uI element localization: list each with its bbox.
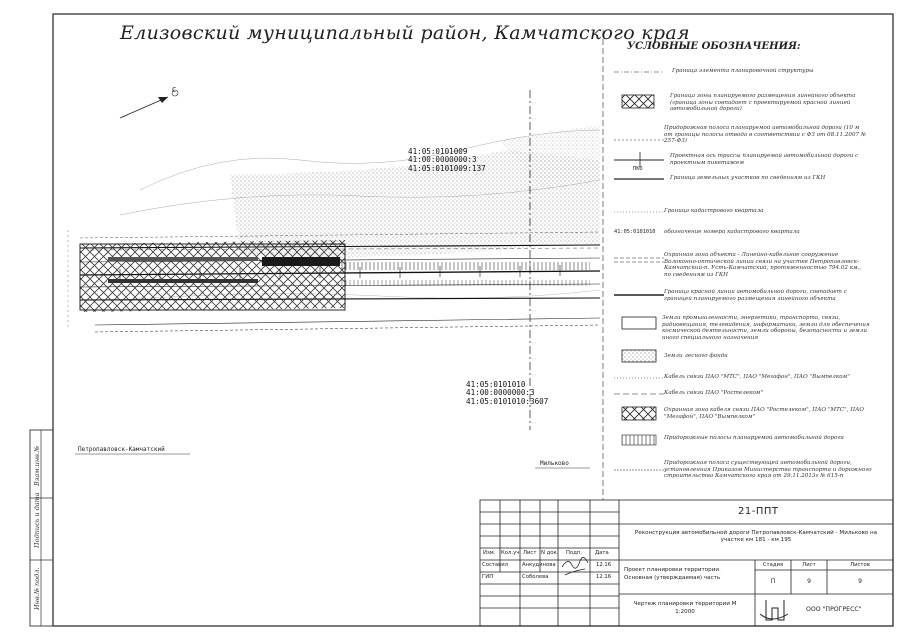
cad-lower-3: 41:05:0101010:3607 [466,396,549,406]
stamp-stage-val: П [770,578,776,585]
legend-item-14: Охранная зона кабеля связи ПАО "Ростелеком", ПАО "МТС", ПАО "Мегафон", ПАО "Вымпелком" [664,407,864,420]
legend-item-16: Придорожная полоса существующей автомобильной дороги, установленная Приказом Министерства транспорта и дорожного строительства Камчатского края от 29.11.2013г № 615-п [664,460,872,480]
cad-upper-1: 41:05:0101009 [408,147,468,156]
stamp-org: ООО "ПРОГРЕСС" [806,606,862,613]
north-label: С [172,86,177,94]
legend-heading: УСЛОВНЫЕ ОБОЗНАЧЕНИЯ: [627,41,801,52]
legend-item-8: Охранная зона объекта - Линейно-кабельное сооружение Волоконно-оптической линии связи на участке Петропавловск-Камчатский-п. Усть-Камчатский, протяженностью 794.02 км., по сведениям из ГКН [664,252,862,278]
stamp-sheet-val: 9 [807,578,811,585]
cadastral-label-upper [408,148,486,173]
legend-marker-pk0: ПКО [633,166,643,172]
stamp-code: 21-ППТ [738,506,779,517]
legend-item-12: Кабель связи ПАО "МТС", ПАО "Мегафон", ПАО "Вымпелком" [664,374,850,380]
legend-item-7: обозначение номера кадастрового квартала [664,229,800,235]
stamp-doc-title: Проект планировки территории. Основная (утверждаемая) часть [624,567,721,581]
legend-marker-cad: 41:05:0101010 [614,229,656,235]
stamp-hdr-podp: Подп. [566,550,583,556]
stamp-role-2: ГИП [482,574,494,580]
page-title: Елизовский муниципальный район, Камчатского края [120,22,690,44]
cadastral-label-lower [466,381,548,406]
stamp-hdr-data: Дата [595,550,609,556]
stamp-project: Реконструкция автомобильной дороги Петропавловск-Камчатский - Мильково на участке км 181 - км 195 [634,530,878,543]
stamp-hdr-list: Лист [523,550,537,556]
legend-item-2: Граница зоны планируемого размещения линейного объекта (граница зоны совпадает с проектируемой красной линией автомобильной дороги) [670,93,856,113]
legend-item-11: Земли лесного фонда [664,353,728,359]
stamp-hdr-izm: Изм. [483,550,496,556]
legend-item-3: Придорожная полоса планируемой автомобильной дороги (10 м от границы полосы отвода в соответствии с ФЗ от 08.11.2007 № 257-ФЗ) [664,125,867,145]
stamp-drawing-name: Чертеж планировки территории М 1:2000 [633,601,737,615]
legend-item-15: Придорожные полосы планируемой автомобильной дороги [664,435,844,441]
side-label-inv: Инв.№ подл. [33,567,41,610]
legend-item-10: Земли промышленности, энергетики, транспорта, связи, радиовещания, телевидения, информатики, земли для обеспечения космической деятельности, земли обороны, безопасности и земли иного специального назначения [662,315,870,341]
stamp-date-2: 12.16 [596,574,612,580]
cad-lower-1: 41:05:0101010 [466,380,526,389]
stamp-name-1: Анкудинова [522,562,556,568]
company-logo [760,600,788,620]
stamp-date-1: 12.16 [596,562,612,568]
stamp-sheet-hdr: Лист [802,562,816,568]
legend-item-13: Кабель связи ПАО "Ростелеком" [664,390,764,396]
stamp-stage-hdr: Стадия [762,562,784,568]
stamp-hdr-koluch: Кол.уч [501,550,520,556]
stamp-sheets-val: 9 [858,578,862,585]
side-label-sign: Подпись и дата [33,492,41,548]
legend-item-4: Проектная ось трассы планируемой автомобильной дороги с проектным пикетажем [670,153,859,166]
legend-item-6: Граница кадастрового квартала [664,208,764,214]
legend-item-5: Граница земельных участков по сведениям из ГКН [670,175,826,181]
legend-item-9: Граница красной линии автомобильной дороги, совпадает с границей планируемого размещения линейного объекта [664,289,847,302]
stamp-sheets-hdr: Листов [850,562,870,568]
side-label-repl: Взам.инв.№ [33,445,41,486]
cad-lower-2: 41:00:0000000:3 [466,388,535,398]
place-right-label: Мильково [540,460,569,467]
stamp-hdr-ndok: N док. [541,550,559,556]
place-left-label: Петропавловск-Камчатский [78,446,165,453]
legend-item-1: Граница элемента планировочной структуры [672,68,814,74]
cad-upper-3: 41:05:0101009:137 [408,163,486,173]
stamp-name-2: Соболева [522,574,549,580]
cad-upper-2: 41:00:0000000:3 [408,155,477,165]
stamp-role-1: Составил [482,562,509,568]
